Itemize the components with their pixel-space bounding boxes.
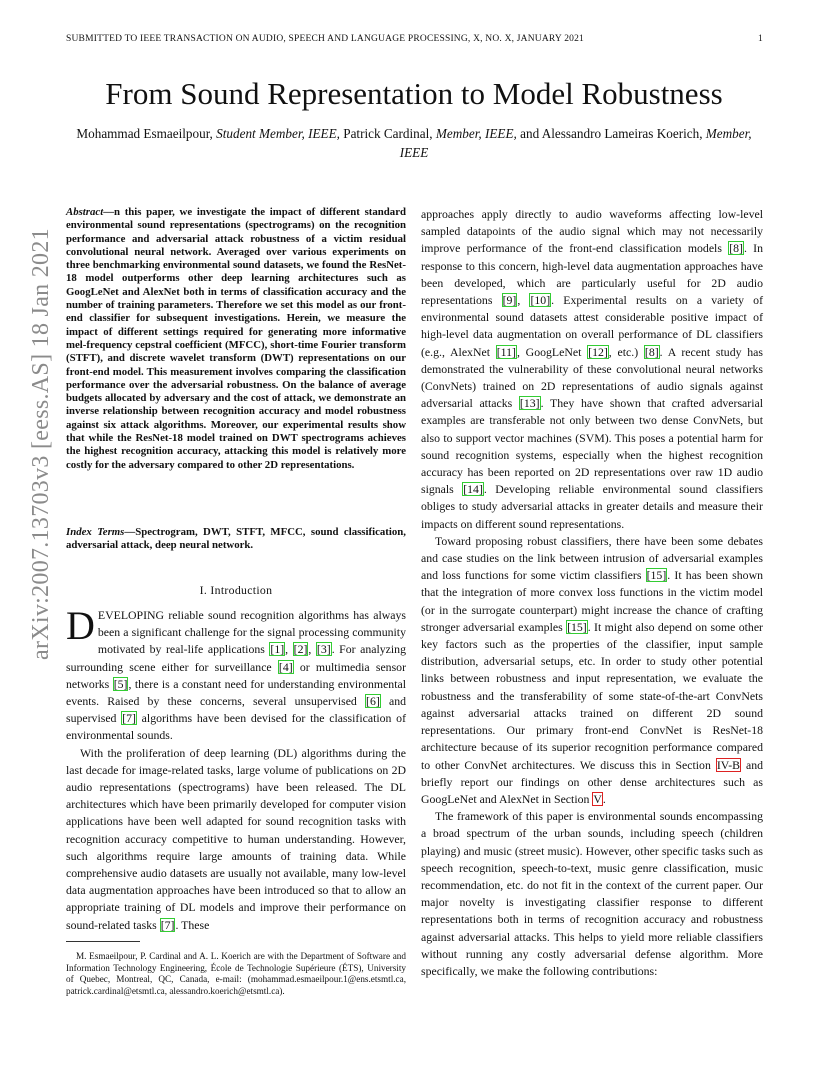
citation-link[interactable]: [8]	[729, 241, 743, 256]
paragraph	[421, 533, 763, 808]
text-run: algorithms have been devised for the classification of environmental sounds.	[66, 711, 406, 743]
footnote-rule	[66, 941, 140, 942]
index-terms-text: —Spectrogram, DWT, STFT, MFCC, sound classification, adversarial attack, deep neural network.	[66, 526, 406, 552]
section-link[interactable]: V	[593, 791, 602, 806]
citation-link[interactable]: [9]	[502, 293, 517, 308]
index-terms	[66, 526, 406, 553]
text-run: approaches apply directly to audio waveforms affecting low-level sampled datapoints of the audio signal which may not necessarily improve performance of the front-end classification models	[421, 207, 763, 256]
abstract	[66, 206, 406, 472]
text-run: . In response to this concern, high-level data augmentation approaches have been developed, which are particularly useful for 2D audio representations	[421, 241, 763, 308]
text-run: or multimedia sensor networks	[66, 659, 406, 691]
abstract-label: Abstract	[66, 206, 104, 218]
text-run: . For analyzing surrounding scene either for surveillance	[66, 642, 406, 674]
arxiv-stamp[interactable]: arXiv:2007.13703v3 [eess.AS] 18 Jan 2021	[28, 228, 54, 660]
author-list	[76, 124, 752, 162]
text-run: and supervised	[66, 694, 406, 726]
text-run: and briefly report our findings on other dense architectures such as GoogLeNet and AlexNet in Section	[421, 757, 763, 806]
citation-link[interactable]: [10]	[530, 293, 551, 308]
citation-link[interactable]: [6]	[366, 694, 380, 709]
text-run: Toward proposing robust classifiers, there have been some debates and case studies on the link between intrusion of adversarial examples and loss functions for some victim classifiers	[421, 533, 763, 583]
author-membership: Member, IEEE	[399, 126, 752, 160]
citation-link[interactable]: [12]	[588, 344, 608, 359]
text-run: .	[602, 791, 606, 806]
drop-cap: D	[66, 603, 95, 648]
citation-link[interactable]: [14]	[463, 482, 483, 497]
paragraph	[66, 745, 406, 934]
citation-link[interactable]: [8]	[644, 344, 659, 359]
text-run: With the proliferation of deep learning (DL) algorithms during the last decade for image-related tasks, large volume of publications on 2D audio representations (spectrograms) have been released. The DL architectures which have been primarily developed for computer vision applications have been well adapted for sound recognition tasks with recognition accuracy competitive to human understanding. However, such algorithms require large amounts of training data. While comprehensive audio datasets are usually not available, many low-level data augmentation approaches have been introduced so that to allow an appropriate training of DL models and improve their performance on sound-related tasks	[66, 745, 406, 932]
text-run: . It might also depend on some other key factors such as the properties of the classifier, input sample distribution, adversarial setups, etc. In order to study other potential links between robustness and input representation, we evaluate the robustness and the transferability of some state-of-the-art ConvNets against adversarial attacks trained on different 2D sound representations. Our primary front-end ConvNet is ResNet-18 architecture because of its superior recognition performance compared to other ConvNet architectures. We discuss this in Section	[421, 619, 763, 772]
section-heading: I. Introduction	[199, 583, 273, 597]
citation-link[interactable]: [15]	[567, 619, 587, 634]
footnote	[66, 951, 406, 997]
footnote-text: M. Esmaeilpour, P. Cardinal and A. L. Koerich are with the Department of Software and Information Technology Engineering, École de Technologie Supérieure (ÉTS), University of Quebec, Montreal, QC, Canada, e-mail: (mohammad.esmaeilpour.1@ens.etsmtl.ca, patrick.cardinal@etsmtl.ca, alessandro.koerich@etsmtl.ca).	[66, 951, 406, 996]
text-run: . These	[175, 917, 210, 932]
citation-link[interactable]: [13]	[519, 396, 540, 411]
section-link[interactable]: IV-B	[716, 757, 740, 772]
citation-link[interactable]: [5]	[113, 676, 128, 691]
author-name: Patrick Cardinal,	[343, 126, 433, 141]
text-run: , GoogLeNet	[516, 344, 588, 359]
citation-link[interactable]: [11]	[496, 344, 516, 359]
text-run: . Experimental results on a variety of environmental sound datasets attest considerable positive impact of high-level data augmentation on overall performance of DL classifiers (e.g., AlexNet	[421, 293, 764, 359]
text-run: , etc.)	[608, 344, 644, 359]
citation-link[interactable]: [2]	[293, 642, 308, 657]
right-column-body	[421, 206, 763, 980]
citation-link[interactable]: [4]	[278, 659, 293, 674]
citation-link[interactable]: [7]	[160, 917, 175, 932]
citation-link[interactable]: [7]	[122, 711, 136, 726]
author-membership: Member, IEEE,	[435, 126, 517, 141]
paragraph: approaches apply directly to audio waveforms affecting low-level sampled datapoints of the audio signal which may not necessarily improve performance of the front-end classification models [8]. In response to this concern, high-level data augmentation approaches have been developed, which are particularly useful for 2D audio representations [9], [10]. Experimental results on a variety of environmental sound datasets attest considerable positive impact of high-level data augmentation on overall performance of DL classifiers (e.g., AlexNet [11], GoogLeNet [12], etc.) [8]. A recent study has demonstrated the vulnerability of these convolutional neural networks (ConvNets) trained on 2D representations of audio signals against adversarial attacks [13]. They have shown that crafted adversarial examples are transferable not only between two dense ConvNets, but also to support vector machines (SVM). This poses a potential harm for sound recognition systems, especially when the highest recognition accuracy has been reported on 2D representations over raw 1D audio signals [14]. Developing reliable environmental sound classifiers obliges to study adversarial attacks in greater details and measure their impacts on different sound representations.	[421, 207, 764, 531]
running-head: SUBMITTED TO IEEE TRANSACTION ON AUDIO, SPEECH AND LANGUAGE PROCESSING, X, NO. X, JANUARY 2021	[66, 34, 585, 44]
text-run: EVELOPING reliable sound recognition algorithms has always been a significant challenge for the signal processing community motivated by real-life applications	[97, 608, 406, 657]
paragraph: The framework of this paper is environmental sounds encompassing a broad spectrum of the urban sounds, including speech (children playing) and music (street music). However, other specific tasks such as speech recognition, speech-to-text, music genre classification, music recommendation, etc. do not fit in the context of the current paper. Our major novelty is investigating classifier response to different representations both in terms of recognition accuracy and robustness against adversarial attacks. This helps to yield more reliable classifiers without running any costly adversarial defense algorithm. More specifically, we make the following contributions:	[421, 809, 763, 978]
citation-link[interactable]: [15]	[646, 568, 667, 583]
index-terms-label: Index Terms	[66, 526, 125, 538]
text-run: . A recent study has demonstrated the vulnerability of these convolutional neural networks (ConvNets) trained on 2D representations of audio signals against adversarial attacks	[421, 344, 763, 411]
introduction-body	[66, 603, 406, 934]
abstract-text: —n this paper, we investigate the impact of different standard environmental sound representations (spectrograms) on the recognition performance and adversarial attack robustness of a victim residual convolutional neural network. Averaged over various experiments on three benchmarking environmental sound datasets, we found the ResNet-18 model outperforms other deep learning architectures such as GoogLeNet and AlexNet both in terms of classification accuracy and the number of training parameters. Therefore we set this model as our front-end classifier for subsequent investigations. Herein, we measure the impact of different settings required for generating more informative mel-frequency cepstral coefficient (MFCC), short-time Fourier transform (STFT), and discrete wavelet transform (DWT) representations on our front-end model. This measurement involves comparing the classification performance over the adversarial robustness. On the balance of average budgets allocated by adversary and the cost of attack, we demonstrate an inverse relationship between recognition accuracy and model robustness against six attack algorithms. Moreover, our experimental results show that while the ResNet-18 model trained on DWT spectrograms achieves the highest recognition accuracy, attacking this model is relatively more costly for the adversary compared to other 2D representations.	[66, 206, 406, 471]
text-run: . It has been shown that the integration of more convex loss functions in the victim model (or in the surrogate counterpart) might increase the chance of crafting stronger adversarial examples	[421, 568, 763, 634]
text-run: . They have shown that crafted adversarial examples are transferable not only between two dense ConvNets, but also to support vector machines (SVM). This poses a potential harm for sound recognition systems, especially when the highest recognition accuracy has been reported on 2D representations over raw 1D audio signals	[421, 396, 763, 497]
author-membership: Student Member, IEEE,	[216, 126, 340, 141]
paper-title: From Sound Representation to Model Robustness	[105, 76, 723, 111]
paragraph: DEVELOPING reliable sound recognition algorithms has always been a significant challenge for the signal processing community motivated by real-life applications [1], [2], [3]. For analyzing surrounding scene either for surveillance [4] or multimedia sensor networks [5], there is a constant need for understanding environmental events. Raised by these concerns, several unsupervised [6] and supervised [7] algorithms have been devised for the classification of environmental sounds.	[66, 603, 406, 743]
citation-link[interactable]: [1]	[270, 642, 285, 657]
citation-link[interactable]: [3]	[316, 642, 331, 657]
text-run: , there is a constant need for understanding environmental events. Raised by these concerns, several unsupervised	[66, 676, 406, 709]
page-number: 1	[758, 34, 763, 44]
text-run: . Developing reliable environmental sound classifiers obliges to study adversarial attacks in greater details and measure their impacts on different sound representations.	[421, 482, 763, 531]
author-name: Mohammad Esmaeilpour,	[76, 126, 213, 141]
author-name: and Alessandro Lameiras Koerich,	[520, 126, 703, 141]
